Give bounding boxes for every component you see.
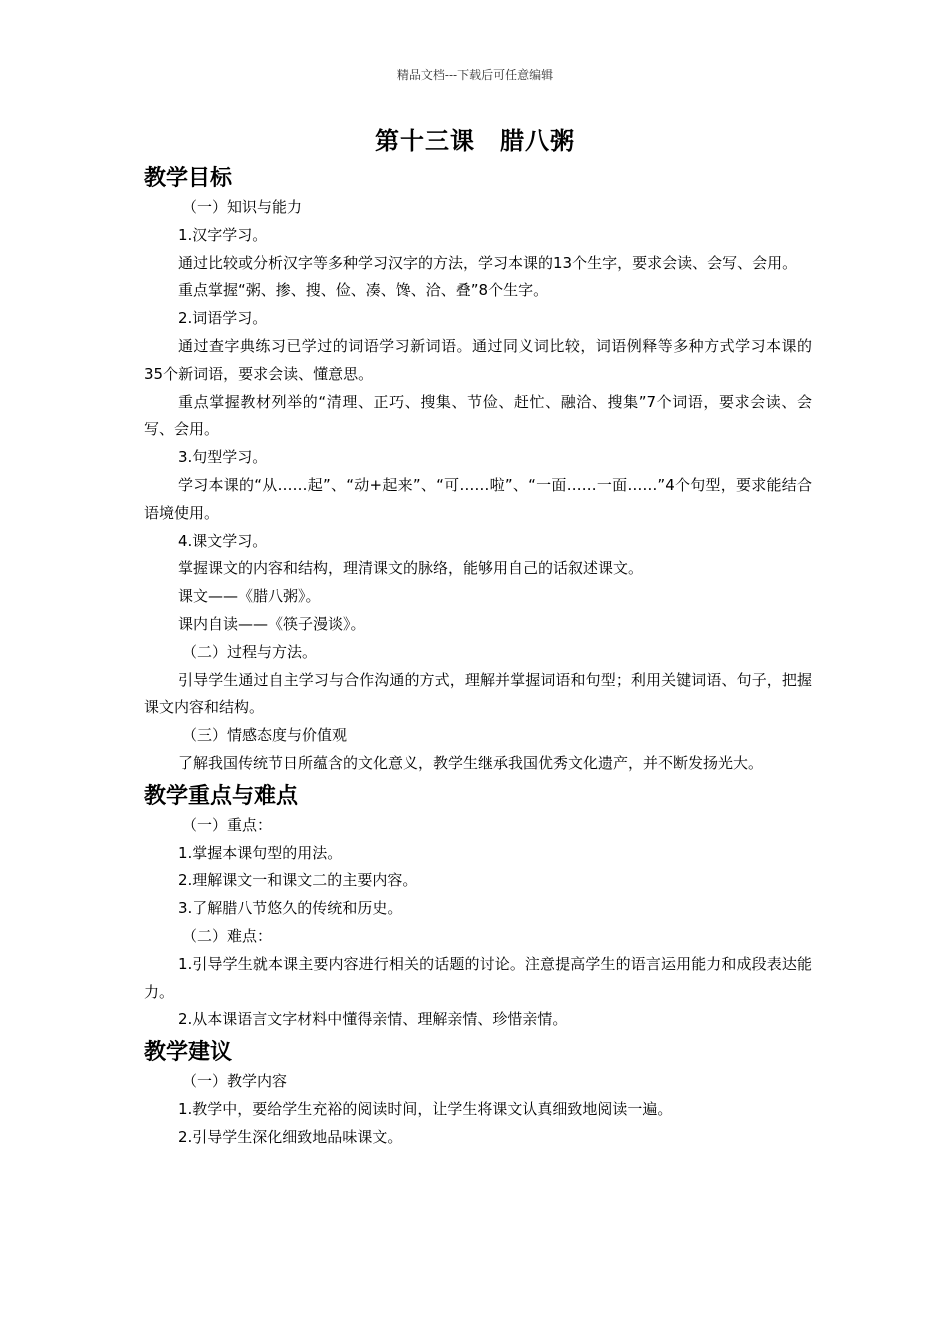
document-body: [144, 160, 812, 1152]
paragraph: （二）难点：: [182, 926, 273, 945]
paragraph: 掌握课文的内容和结构，理清课文的脉络，能够用自己的话叙述课文。: [178, 559, 644, 578]
paragraph: （一）教学内容: [182, 1072, 288, 1091]
paragraph: 4.课文学习。: [178, 531, 268, 550]
paragraph: 1.掌握本课句型的用法。: [178, 843, 343, 862]
page-title: 第十三课 腊八粥: [375, 126, 575, 155]
paragraph: 1.教学中，要给学生充裕的阅读时间，让学生将课文认真细致地阅读一遍。: [178, 1099, 673, 1118]
paragraph: 通过比较或分析汉字等多种学习汉字的方法，学习本课的13个生字，要求会读、会写、会用。: [178, 253, 798, 272]
paragraph: （一）重点：: [182, 815, 273, 834]
paragraph: （二）过程与方法。: [182, 642, 318, 661]
paragraph: 2.理解课文一和课文二的主要内容。: [178, 871, 418, 890]
section-heading: 教学重点与难点: [144, 783, 299, 809]
section-1: [144, 164, 812, 778]
paragraph: 重点掌握教材列举的“清理、正巧、搜集、节俭、赶忙、融洽、搜集”7个词语，要求会读、会写、会用。: [144, 392, 812, 439]
paragraph: 了解我国传统节日所蕴含的文化意义，教学生继承我国优秀文化遗产，并不断发扬光大。: [178, 753, 764, 772]
paragraph: 3.句型学习。: [178, 448, 268, 467]
paragraph: 1.引导学生就本课主要内容进行相关的话题的讨论。注意提高学生的语言运用能力和成段表达能力。: [144, 954, 812, 1001]
section-2: [144, 782, 812, 1034]
paragraph: 重点掌握“粥、掺、搜、俭、凑、馋、洽、叠”8个生字。: [178, 281, 549, 300]
paragraph: 2.词语学习。: [178, 309, 268, 328]
paragraph: 1.汉字学习。: [178, 225, 268, 244]
paragraph: 3.了解腊八节悠久的传统和历史。: [178, 899, 403, 918]
paragraph: （一）知识与能力: [182, 198, 303, 216]
page-header: 精品文档---下载后可任意编辑: [396, 68, 554, 82]
section-heading: 教学目标: [144, 166, 233, 191]
paragraph: 课文——《腊八粥》。: [178, 587, 321, 606]
paragraph: 2.从本课语言文字材料中懂得亲情、理解亲情、珍惜亲情。: [178, 1010, 568, 1029]
paragraph: 通过查字典练习已学过的词语学习新词语。通过同义词比较，词语例释等多种方式学习本课的35个新词语，要求会读、懂意思。: [144, 336, 812, 383]
section-heading: 教学建议: [144, 1040, 233, 1066]
paragraph: 引导学生通过自主学习与合作沟通的方式，理解并掌握词语和句型；利用关键词语、句子，把握课文内容和结构。: [144, 670, 812, 717]
paragraph: 学习本课的“从……起”、“动+起来”、“可……啦”、“一面……一面……”4个句型，要求能结合语境使用。: [144, 475, 812, 522]
paragraph: 2.引导学生深化细致地品味课文。: [178, 1127, 403, 1146]
paragraph: 课内自读——《筷子漫谈》。: [178, 614, 366, 633]
section-3: [144, 1038, 812, 1151]
paragraph: （三）情感态度与价值观: [182, 726, 348, 745]
